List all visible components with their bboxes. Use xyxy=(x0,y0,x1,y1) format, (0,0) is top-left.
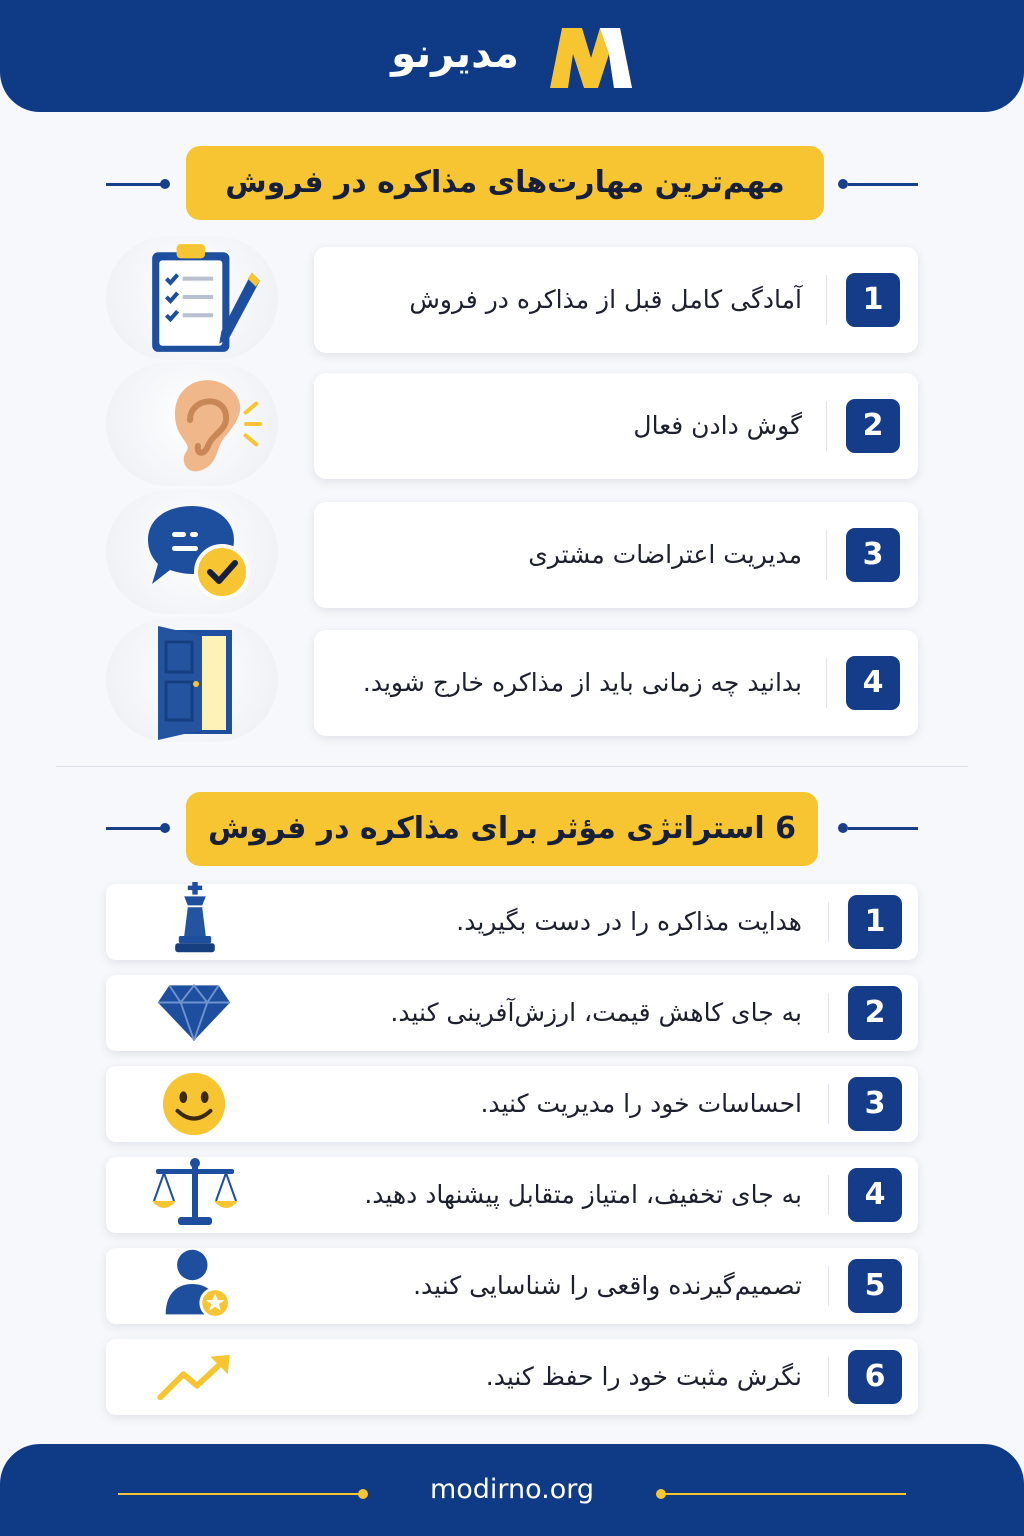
skill-card-3 xyxy=(314,502,918,608)
clipboard-checklist-icon xyxy=(142,238,264,360)
number-badge: 6 xyxy=(848,1350,902,1404)
separator xyxy=(828,1266,829,1306)
title-decoration-dot xyxy=(160,179,170,189)
number-badge: 3 xyxy=(848,1077,902,1131)
ear-icon xyxy=(146,364,266,484)
skill-card-1 xyxy=(314,247,918,353)
separator xyxy=(828,1175,829,1215)
skill-text: بدانید چه زمانی باید از مذاکره خارج شوید. xyxy=(362,668,802,697)
skill-card-2 xyxy=(314,373,918,479)
smiley-icon xyxy=(160,1070,228,1138)
strategy-card-2 xyxy=(106,975,918,1051)
title-decoration-dot xyxy=(838,179,848,189)
chat-bubble-check-icon xyxy=(138,494,258,614)
strategy-card-3 xyxy=(106,1066,918,1142)
number-badge: 2 xyxy=(848,986,902,1040)
header-bar xyxy=(0,0,1024,112)
footer-bar xyxy=(0,1444,1024,1536)
trend-up-arrow-icon xyxy=(156,1351,234,1405)
strategy-text: احساسات خود را مدیریت کنید. xyxy=(480,1089,802,1118)
title-decoration-left xyxy=(106,183,166,186)
footer-decoration-dot xyxy=(358,1489,368,1499)
diamond-icon xyxy=(156,981,232,1043)
separator xyxy=(826,658,827,708)
footer-decoration-left xyxy=(118,1493,362,1495)
skill-text: مدیریت اعتراضات مشتری xyxy=(528,540,802,569)
separator xyxy=(828,1357,829,1397)
strategy-text: تصمیم‌گیرنده واقعی را شناسایی کنید. xyxy=(413,1271,802,1300)
strategies-section-title: 6 استراتژی مؤثر برای مذاکره در فروش xyxy=(186,792,818,866)
brand-name: مدیرنو xyxy=(391,31,519,77)
number-badge: 3 xyxy=(846,528,900,582)
skill-text: گوش دادن فعال xyxy=(633,411,802,440)
skills-section-title: مهم‌ترین مهارت‌های مذاکره در فروش xyxy=(186,146,824,220)
skill-card-4 xyxy=(314,630,918,736)
separator xyxy=(828,902,829,942)
balance-scale-icon xyxy=(150,1155,240,1231)
strategy-card-4 xyxy=(106,1157,918,1233)
title-decoration-right xyxy=(848,183,918,186)
strategy-text: نگرش مثبت خود را حفظ کنید. xyxy=(485,1362,802,1391)
number-badge: 4 xyxy=(848,1168,902,1222)
title-decoration-left xyxy=(106,827,166,830)
open-door-icon xyxy=(138,622,258,742)
number-badge: 4 xyxy=(846,656,900,710)
separator xyxy=(828,993,829,1033)
strategy-card-6 xyxy=(106,1339,918,1415)
number-badge: 2 xyxy=(846,399,900,453)
separator xyxy=(826,275,827,325)
separator xyxy=(826,530,827,580)
strategy-text: هدایت مذاکره را در دست بگیرید. xyxy=(456,907,802,936)
title-decoration-dot xyxy=(838,823,848,833)
number-badge: 1 xyxy=(846,273,900,327)
section-divider xyxy=(56,766,968,767)
title-decoration-right xyxy=(848,827,918,830)
skill-text: آمادگی کامل قبل از مذاکره در فروش xyxy=(409,285,802,314)
number-badge: 1 xyxy=(848,895,902,949)
number-badge: 5 xyxy=(848,1259,902,1313)
strategy-text: به جای کاهش قیمت، ارزش‌آفرینی کنید. xyxy=(390,998,802,1027)
separator xyxy=(826,401,827,451)
strategy-card-1 xyxy=(106,884,918,960)
title-decoration-dot xyxy=(160,823,170,833)
strategy-card-5 xyxy=(106,1248,918,1324)
strategy-text: به جای تخفیف، امتیاز متقابل پیشنهاد دهید. xyxy=(364,1180,802,1209)
chess-king-icon xyxy=(168,876,222,960)
footer-decoration-right xyxy=(664,1493,906,1495)
brand-m-logo-icon xyxy=(548,24,634,90)
footer-website-link[interactable]: modirno.org xyxy=(429,1474,595,1505)
user-star-icon xyxy=(160,1244,236,1324)
separator xyxy=(828,1084,829,1124)
